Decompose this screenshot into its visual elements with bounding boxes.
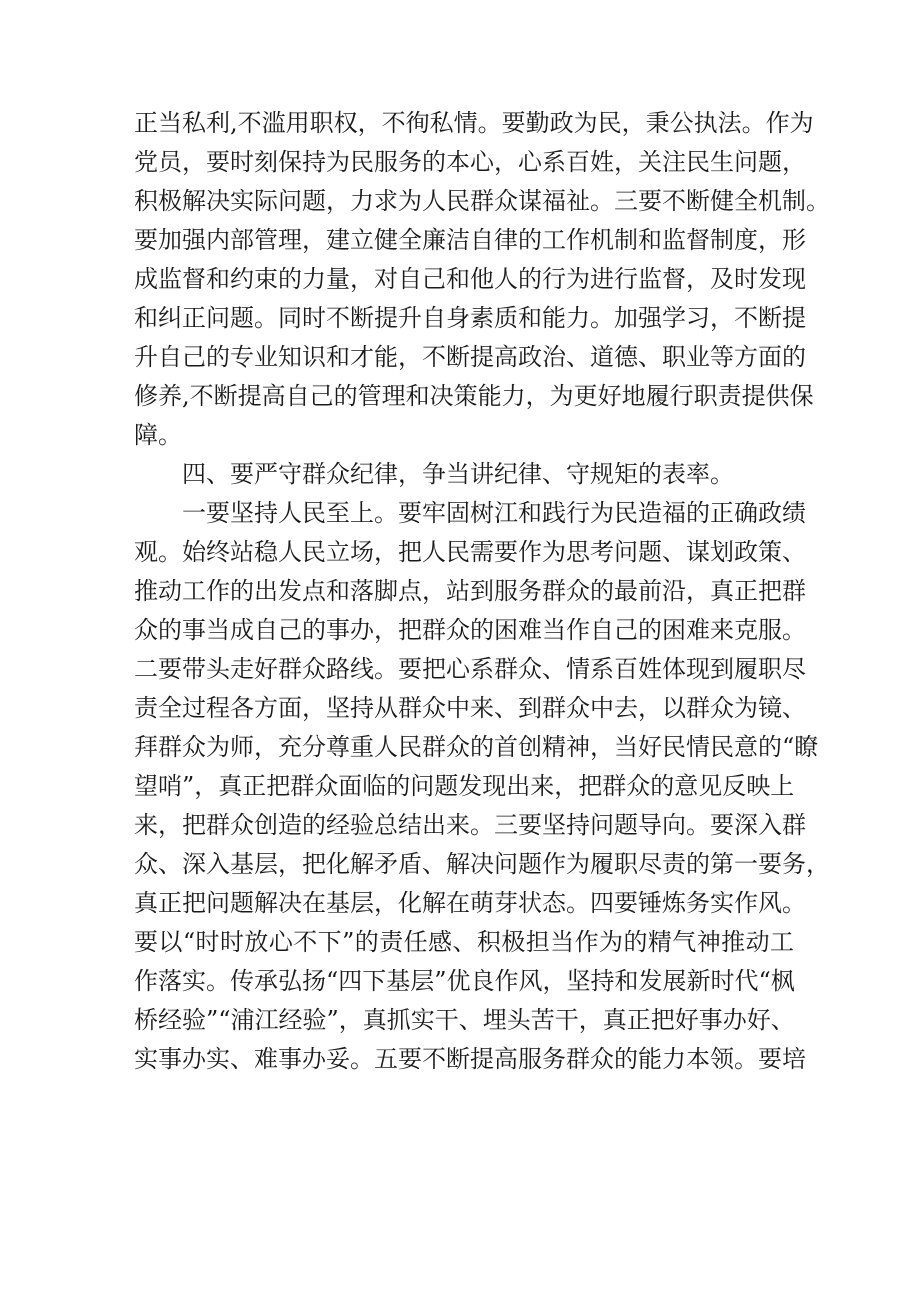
paragraph-line: 要加强内部管理，建立健全廉洁自律的工作机制和监督制度，形 xyxy=(134,226,806,254)
paragraph-line: 障。 xyxy=(134,421,182,449)
paragraph-line: 来，把群众创造的经验总结出来。三要坚持问题导向。要深入群 xyxy=(134,811,806,839)
paragraph-2 xyxy=(134,494,830,1079)
paragraph-line: 责全过程各方面，坚持从群众中来、到群众中去，以群众为镜、 xyxy=(134,694,806,722)
paragraph-line: 观。始终站稳人民立场，把人民需要作为思考问题、谋划政策、 xyxy=(134,538,806,566)
paragraph-line: 望哨”，真正把群众面临的问题发现出来，把群众的意见反映上 xyxy=(134,772,795,800)
paragraph-line: 实事办实、难事办妥。五要不断提高服务群众的能力本领。要培 xyxy=(134,1045,806,1073)
document-body xyxy=(134,104,830,1079)
paragraph-line: 众的事当成自己的事办，把群众的困难当作自己的困难来克服。 xyxy=(134,616,806,644)
paragraph-line: 桥经验”“浦江经验”，真抓实干、埋头苦干，真正把好事办好、 xyxy=(134,1006,795,1034)
paragraph-line: 作落实。传承弘扬“四下基层”优良作风，坚持和发展新时代“枫 xyxy=(134,967,795,995)
paragraph-line: 二要带头走好群众路线。要把心系群众、情系百姓体现到履职尽 xyxy=(134,655,806,683)
paragraph-line: 修养,不断提高自己的管理和决策能力，为更好地履行职责提供保 xyxy=(134,382,814,410)
paragraph-line: 众、深入基层，把化解矛盾、解决问题作为履职尽责的第一要务， xyxy=(134,850,830,878)
paragraph-1 xyxy=(134,104,830,455)
paragraph-line: 拜群众为师，充分尊重人民群众的首创精神，当好民情民意的“瞭 xyxy=(134,733,819,761)
paragraph-line: 和纠正问题。同时不断提升自身素质和能力。加强学习，不断提 xyxy=(134,304,806,332)
paragraph-line: 要以“时时放心不下”的责任感、积极担当作为的精气神推动工 xyxy=(134,928,794,956)
paragraph-line: 党员，要时刻保持为民服务的本心，心系百姓，关注民生问题， xyxy=(134,148,806,176)
paragraph-line: 推动工作的出发点和落脚点，站到服务群众的最前沿，真正把群 xyxy=(134,577,806,605)
paragraph-line: 成监督和约束的力量，对自己和他人的行为进行监督，及时发现 xyxy=(134,265,806,293)
section-heading: 四、要严守群众纪律，争当讲纪律、守规矩的表率。 xyxy=(182,460,734,488)
paragraph-line: 一要坚持人民至上。要牢固树江和践行为民造福的正确政绩 xyxy=(182,499,806,527)
paragraph-line: 真正把问题解决在基层，化解在萌芽状态。四要锤炼务实作风。 xyxy=(134,889,806,917)
paragraph-line: 积极解决实际问题，力求为人民群众谋福祉。三要不断健全机制。 xyxy=(134,187,830,215)
paragraph-line: 升自己的专业知识和才能，不断提高政治、道德、职业等方面的 xyxy=(134,343,806,371)
paragraph-line: 正当私利,不滥用职权，不徇私情。要勤政为民，秉公执法。作为 xyxy=(134,109,814,137)
